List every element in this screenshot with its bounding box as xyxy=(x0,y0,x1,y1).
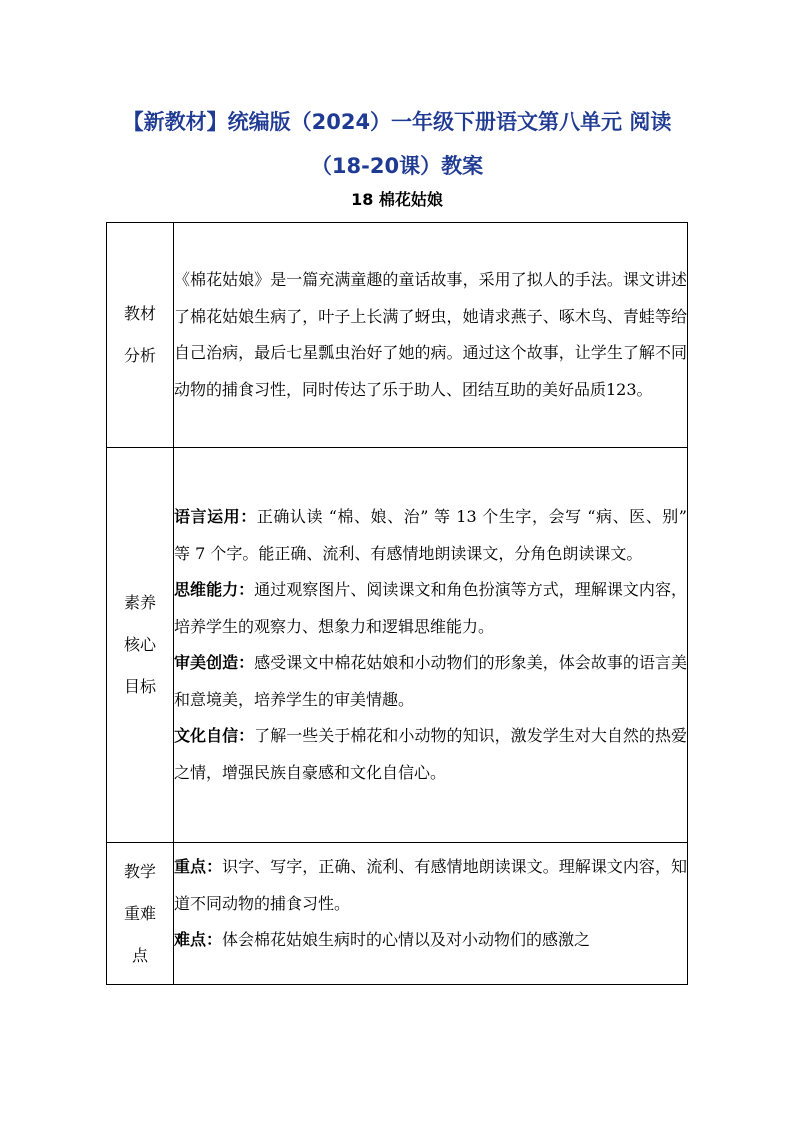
key-point-lead: 难点： xyxy=(174,930,223,949)
row-label-line: 重难 xyxy=(123,903,156,923)
key-point-text: 体会棉花姑娘生病时的心情以及对小动物们的感激之 xyxy=(222,930,591,949)
lesson-title: 18 棉花姑娘 xyxy=(351,190,443,209)
goal-item xyxy=(174,572,687,645)
row-label-line: 教材 xyxy=(123,304,156,323)
lesson-plan-table xyxy=(106,222,688,985)
table-row-core-goals xyxy=(107,448,688,843)
goal-text: 感受课文中棉花姑娘和小动物们的形象美，体会故事的语言美和意境美，培养学生的审美情趣。 xyxy=(174,653,687,709)
row-label xyxy=(107,223,174,448)
row-content xyxy=(174,843,688,985)
goal-lead: 语言运用： xyxy=(174,507,257,526)
goal-lead: 思维能力： xyxy=(174,580,255,599)
row-content xyxy=(174,223,688,448)
key-point-lead: 重点： xyxy=(174,857,223,876)
goal-lead: 文化自信： xyxy=(174,726,255,745)
key-point-text: 识字、写字，正确、流利、有感情地朗读课文。理解课文内容，知道不同动物的捕食习性。 xyxy=(174,857,687,913)
goal-item xyxy=(174,499,687,572)
goal-item xyxy=(174,645,687,718)
goal-text: 通过观察图片、阅读课文和角色扮演等方式，理解课文内容，培养学生的观察力、想象力和逻辑思维能力。 xyxy=(174,580,687,636)
table-row-key-points xyxy=(107,843,688,985)
row-label-line: 点 xyxy=(131,945,148,965)
goal-item xyxy=(174,718,687,791)
key-point-item xyxy=(174,922,687,959)
goal-text: 了解一些关于棉花和小动物的知识，激发学生对大自然的热爱之情，增强民族自豪感和文化自信心。 xyxy=(174,726,687,782)
material-analysis-text: 《棉花姑娘》是一篇充满童趣的童话故事，采用了拟人的手法。课文讲述了棉花姑娘生病了，叶子上长满了蚜虫，她请求燕子、啄木鸟、青蛙等给自己治病，最后七星瓢虫治好了她的病。通过这个故事，让学生了解不同动物的捕食习性，同时传达了乐于助人、团结互助的美好品质123。 xyxy=(174,270,687,399)
row-label-line: 教学 xyxy=(123,861,156,881)
table-row-material-analysis xyxy=(107,223,688,448)
row-label-line: 素养 xyxy=(123,593,156,612)
row-label xyxy=(107,843,174,985)
row-label xyxy=(107,448,174,843)
row-label-line: 分析 xyxy=(123,346,156,365)
goal-lead: 审美创造： xyxy=(174,653,255,672)
document-title: 【新教材】统编版（2024）一年级下册语文第八单元 阅读（18-20课）教案 xyxy=(122,110,672,178)
row-content xyxy=(174,448,688,843)
row-label-line: 目标 xyxy=(123,677,156,696)
row-label-line: 核心 xyxy=(123,635,156,654)
key-point-item xyxy=(174,849,687,922)
goal-text: 正确认读 “棉、娘、治” 等 13 个生字，会写 “病、医、别” 等 7 个字。能正确、流利、有感情地朗读课文，分角色朗读课文。 xyxy=(174,507,687,563)
